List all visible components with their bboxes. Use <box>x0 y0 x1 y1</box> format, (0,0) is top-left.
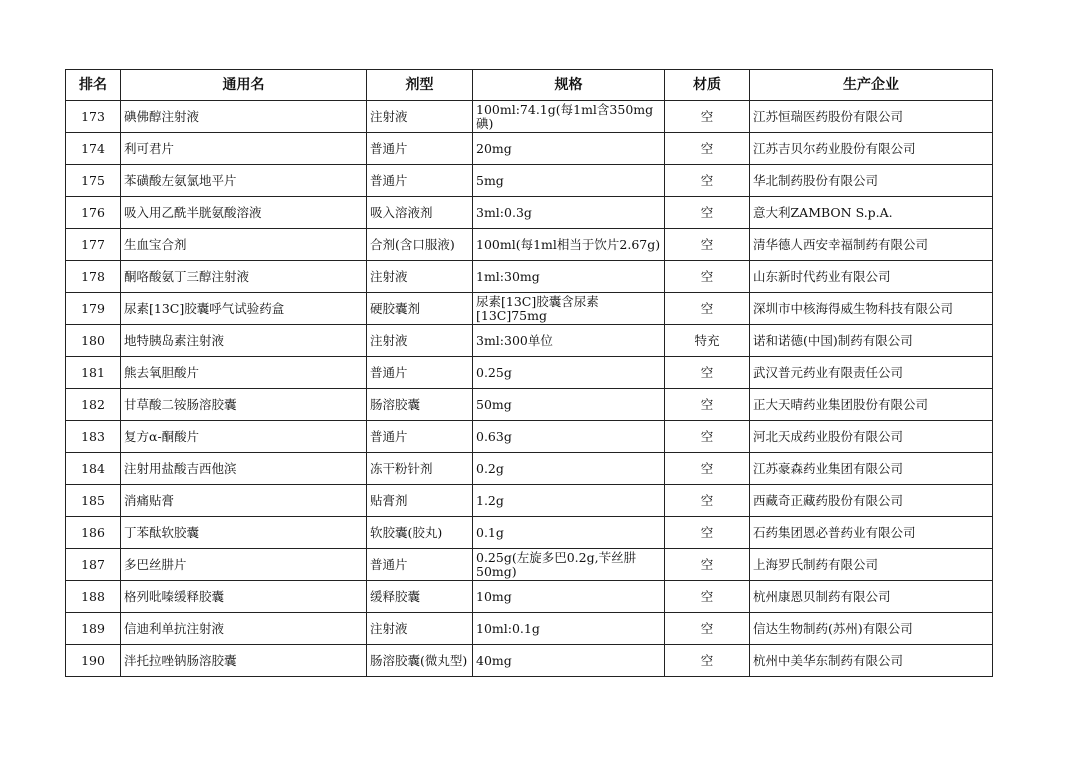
cell-name: 熊去氧胆酸片 <box>121 357 367 389</box>
cell-spec: 20mg <box>473 133 665 165</box>
cell-rank: 180 <box>66 325 121 357</box>
cell-name: 吸入用乙酰半胱氨酸溶液 <box>121 197 367 229</box>
cell-material: 空 <box>665 133 750 165</box>
cell-form: 合剂(含口服液) <box>367 229 473 261</box>
cell-name: 复方α-酮酸片 <box>121 421 367 453</box>
cell-spec: 3ml:300单位 <box>473 325 665 357</box>
cell-spec: 50mg <box>473 389 665 421</box>
cell-spec: 100ml(每1ml相当于饮片2.67g) <box>473 229 665 261</box>
cell-material: 空 <box>665 229 750 261</box>
cell-name: 多巴丝肼片 <box>121 549 367 581</box>
cell-manufacturer: 石药集团恩必普药业有限公司 <box>750 517 993 549</box>
table-body <box>66 101 993 677</box>
cell-form: 普通片 <box>367 357 473 389</box>
table-row <box>66 517 993 549</box>
cell-form: 注射液 <box>367 325 473 357</box>
cell-form: 普通片 <box>367 549 473 581</box>
cell-manufacturer: 华北制药股份有限公司 <box>750 165 993 197</box>
cell-manufacturer: 江苏恒瑞医药股份有限公司 <box>750 101 993 133</box>
table-row <box>66 261 993 293</box>
table-row <box>66 453 993 485</box>
cell-form: 注射液 <box>367 101 473 133</box>
cell-rank: 173 <box>66 101 121 133</box>
cell-manufacturer: 上海罗氏制药有限公司 <box>750 549 993 581</box>
cell-material: 空 <box>665 613 750 645</box>
cell-spec: 40mg <box>473 645 665 677</box>
cell-material: 空 <box>665 357 750 389</box>
cell-manufacturer: 杭州康恩贝制药有限公司 <box>750 581 993 613</box>
cell-form: 注射液 <box>367 261 473 293</box>
cell-manufacturer: 武汉普元药业有限责任公司 <box>750 357 993 389</box>
cell-material: 空 <box>665 485 750 517</box>
table-row <box>66 613 993 645</box>
table-row <box>66 549 993 581</box>
table-row <box>66 133 993 165</box>
cell-form: 硬胶囊剂 <box>367 293 473 325</box>
cell-rank: 176 <box>66 197 121 229</box>
cell-manufacturer: 河北天成药业股份有限公司 <box>750 421 993 453</box>
cell-manufacturer: 山东新时代药业有限公司 <box>750 261 993 293</box>
table-row <box>66 325 993 357</box>
cell-rank: 175 <box>66 165 121 197</box>
header-manufacturer: 生产企业 <box>750 70 993 101</box>
cell-material: 空 <box>665 101 750 133</box>
cell-name: 碘佛醇注射液 <box>121 101 367 133</box>
cell-name: 信迪利单抗注射液 <box>121 613 367 645</box>
cell-rank: 181 <box>66 357 121 389</box>
cell-material: 空 <box>665 549 750 581</box>
cell-form: 肠溶胶囊 <box>367 389 473 421</box>
cell-spec: 10mg <box>473 581 665 613</box>
cell-form: 普通片 <box>367 421 473 453</box>
table-row <box>66 645 993 677</box>
cell-name: 丁苯酞软胶囊 <box>121 517 367 549</box>
cell-name: 尿素[13C]胶囊呼气试验药盒 <box>121 293 367 325</box>
header-rank: 排名 <box>66 70 121 101</box>
cell-rank: 177 <box>66 229 121 261</box>
cell-form: 肠溶胶囊(微丸型) <box>367 645 473 677</box>
cell-name: 酮咯酸氨丁三醇注射液 <box>121 261 367 293</box>
table-row <box>66 357 993 389</box>
cell-rank: 182 <box>66 389 121 421</box>
cell-form: 软胶囊(胶丸) <box>367 517 473 549</box>
cell-rank: 174 <box>66 133 121 165</box>
cell-spec: 尿素[13C]胶囊含尿素[13C]75mg <box>473 293 665 325</box>
cell-spec: 100ml:74.1g(每1ml含350mg碘) <box>473 101 665 133</box>
cell-rank: 178 <box>66 261 121 293</box>
cell-form: 缓释胶囊 <box>367 581 473 613</box>
cell-manufacturer: 西藏奇正藏药股份有限公司 <box>750 485 993 517</box>
cell-name: 泮托拉唑钠肠溶胶囊 <box>121 645 367 677</box>
table-row <box>66 293 993 325</box>
cell-material: 空 <box>665 517 750 549</box>
cell-material: 空 <box>665 645 750 677</box>
cell-name: 生血宝合剂 <box>121 229 367 261</box>
cell-material: 空 <box>665 165 750 197</box>
cell-rank: 185 <box>66 485 121 517</box>
cell-name: 格列吡嗪缓释胶囊 <box>121 581 367 613</box>
cell-name: 注射用盐酸吉西他滨 <box>121 453 367 485</box>
table-row <box>66 485 993 517</box>
cell-rank: 188 <box>66 581 121 613</box>
header-spec: 规格 <box>473 70 665 101</box>
cell-manufacturer: 江苏豪森药业集团有限公司 <box>750 453 993 485</box>
cell-manufacturer: 清华德人西安幸福制药有限公司 <box>750 229 993 261</box>
cell-form: 吸入溶液剂 <box>367 197 473 229</box>
cell-material: 特充 <box>665 325 750 357</box>
table-row <box>66 229 993 261</box>
table-row <box>66 165 993 197</box>
cell-rank: 183 <box>66 421 121 453</box>
cell-manufacturer: 诺和诺德(中国)制药有限公司 <box>750 325 993 357</box>
header-form: 剂型 <box>367 70 473 101</box>
cell-material: 空 <box>665 421 750 453</box>
cell-spec: 3ml:0.3g <box>473 197 665 229</box>
header-material: 材质 <box>665 70 750 101</box>
cell-form: 注射液 <box>367 613 473 645</box>
cell-spec: 0.1g <box>473 517 665 549</box>
cell-material: 空 <box>665 453 750 485</box>
cell-material: 空 <box>665 293 750 325</box>
cell-spec: 0.63g <box>473 421 665 453</box>
cell-name: 消痛贴膏 <box>121 485 367 517</box>
cell-name: 利可君片 <box>121 133 367 165</box>
cell-form: 普通片 <box>367 165 473 197</box>
cell-form: 普通片 <box>367 133 473 165</box>
table-row <box>66 581 993 613</box>
cell-material: 空 <box>665 389 750 421</box>
header-row <box>66 70 993 101</box>
table-row <box>66 421 993 453</box>
cell-spec: 5mg <box>473 165 665 197</box>
cell-rank: 190 <box>66 645 121 677</box>
cell-name: 地特胰岛素注射液 <box>121 325 367 357</box>
cell-spec: 0.2g <box>473 453 665 485</box>
table-row <box>66 197 993 229</box>
drug-ranking-table <box>65 69 993 677</box>
header-name: 通用名 <box>121 70 367 101</box>
cell-manufacturer: 信达生物制药(苏州)有限公司 <box>750 613 993 645</box>
cell-rank: 189 <box>66 613 121 645</box>
cell-rank: 184 <box>66 453 121 485</box>
table-row <box>66 389 993 421</box>
cell-manufacturer: 深圳市中核海得威生物科技有限公司 <box>750 293 993 325</box>
cell-rank: 187 <box>66 549 121 581</box>
cell-name: 苯磺酸左氨氯地平片 <box>121 165 367 197</box>
cell-material: 空 <box>665 197 750 229</box>
cell-spec: 1ml:30mg <box>473 261 665 293</box>
table-row <box>66 101 993 133</box>
cell-name: 甘草酸二铵肠溶胶囊 <box>121 389 367 421</box>
cell-manufacturer: 杭州中美华东制药有限公司 <box>750 645 993 677</box>
cell-manufacturer: 意大利ZAMBON S.p.A. <box>750 197 993 229</box>
cell-spec: 0.25g <box>473 357 665 389</box>
cell-manufacturer: 江苏吉贝尔药业股份有限公司 <box>750 133 993 165</box>
cell-form: 冻干粉针剂 <box>367 453 473 485</box>
cell-material: 空 <box>665 581 750 613</box>
cell-form: 贴膏剂 <box>367 485 473 517</box>
cell-spec: 10ml:0.1g <box>473 613 665 645</box>
cell-material: 空 <box>665 261 750 293</box>
cell-spec: 0.25g(左旋多巴0.2g,苄丝肼50mg) <box>473 549 665 581</box>
cell-manufacturer: 正大天晴药业集团股份有限公司 <box>750 389 993 421</box>
cell-rank: 186 <box>66 517 121 549</box>
cell-rank: 179 <box>66 293 121 325</box>
cell-spec: 1.2g <box>473 485 665 517</box>
